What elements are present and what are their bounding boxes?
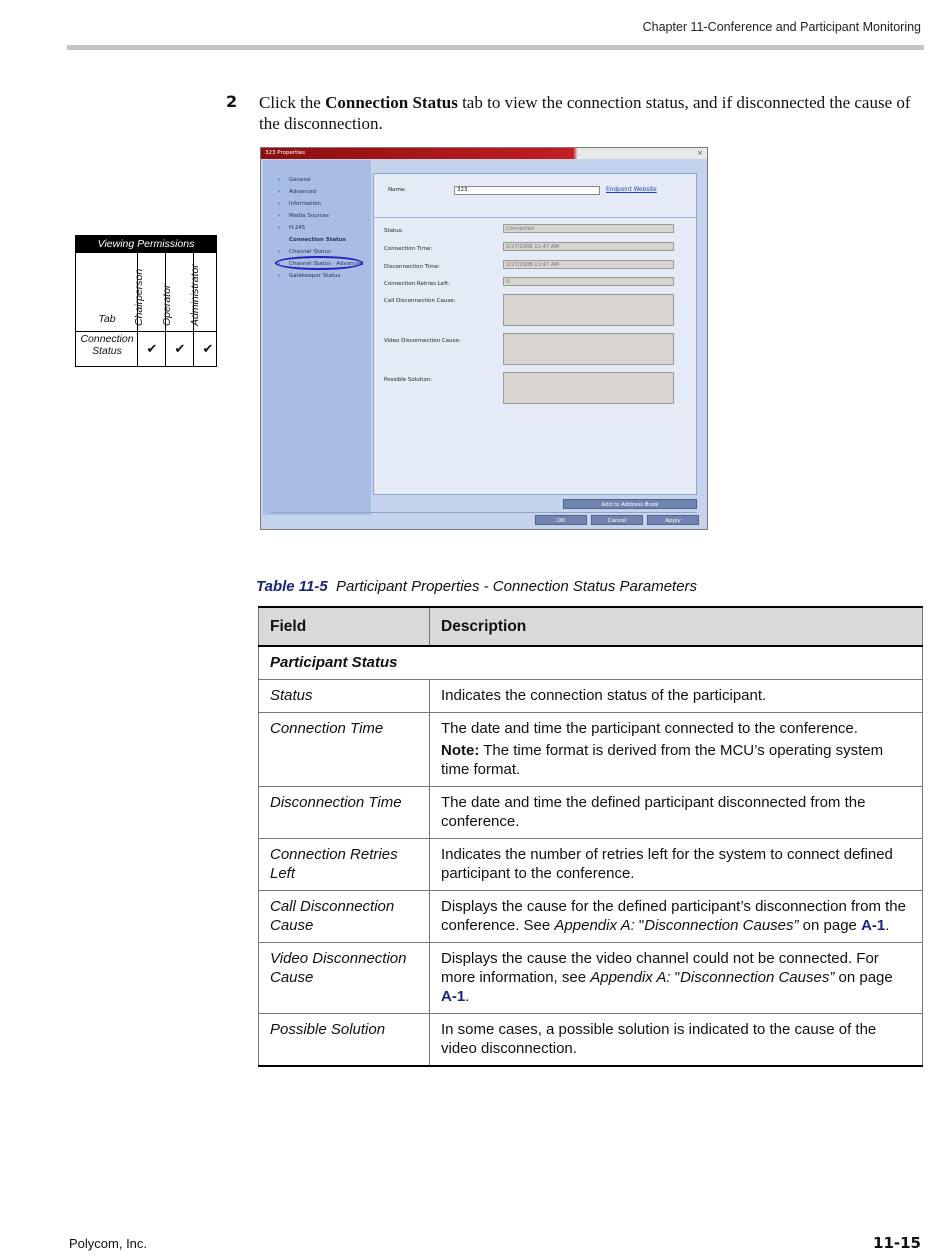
connection-time-field: 2/27/2008 11:47 AM xyxy=(503,242,674,251)
disconnection-time-field: 2/27/2008 11:47 AM xyxy=(503,260,674,269)
page-reference-link[interactable]: A-1 xyxy=(861,917,886,934)
video-cause-field xyxy=(503,333,674,365)
header-rule xyxy=(67,45,924,50)
nav-item-information[interactable]: › Information xyxy=(275,198,364,210)
table-row xyxy=(259,1014,923,1067)
field-name: Call Disconnection Cause xyxy=(259,891,430,943)
nav-item-channel-status-advanced[interactable]: › Channel Status - Advanced xyxy=(275,258,364,270)
cancel-button[interactable]: Cancel xyxy=(591,515,643,525)
page-reference-link[interactable]: A-1 xyxy=(441,988,466,1005)
solution-field xyxy=(503,372,674,404)
table-row xyxy=(259,787,923,839)
name-label: Name: xyxy=(388,187,407,193)
apply-button[interactable]: Apply xyxy=(647,515,699,525)
add-to-address-book-button[interactable]: Add to Address Book xyxy=(563,499,697,509)
highlight-ellipse xyxy=(275,256,363,270)
table-header-row xyxy=(259,607,923,646)
chevron-right-icon: › xyxy=(278,201,281,207)
nav-item-gatekeeper-status[interactable]: › Gatekeeper Status xyxy=(275,270,364,282)
field-description: The date and time the participant connected to the conference. Note: The time format is derived from the MCU’s operating system time format. xyxy=(430,713,923,787)
chevron-right-icon: › xyxy=(278,261,281,267)
call-cause-field xyxy=(503,294,674,326)
nav-item-h245[interactable]: › H.245 xyxy=(275,222,364,234)
permissions-title: Viewing Permissions xyxy=(76,236,216,253)
status-label: Status: xyxy=(384,228,404,234)
nav-item-general[interactable]: › General xyxy=(275,174,364,186)
table-section-row xyxy=(259,646,923,680)
check-icon: ✔ xyxy=(174,341,186,356)
table-row xyxy=(259,713,923,787)
field-name: Disconnection Time xyxy=(259,787,430,839)
running-head: Chapter 11-Conference and Participant Monitoring xyxy=(642,20,921,34)
check-icon: ✔ xyxy=(202,341,214,356)
field-name: Possible Solution xyxy=(259,1014,430,1067)
step-bold-term: Connection Status xyxy=(325,93,458,112)
nav-item-connection-status[interactable]: Connection Status xyxy=(289,237,346,243)
status-field: Connected xyxy=(503,224,674,233)
dialog-nav xyxy=(275,174,364,282)
close-icon[interactable]: × xyxy=(697,149,703,157)
role-administrator: Administrator xyxy=(189,264,201,326)
retries-field: 0 xyxy=(503,277,674,286)
endpoint-website-link[interactable]: Endpoint Website xyxy=(606,187,657,193)
footer-company: Polycom, Inc. xyxy=(69,1236,148,1251)
dialog-titlebar: 323 Properties × xyxy=(261,148,707,159)
nav-item-advanced[interactable]: › Advanced xyxy=(275,186,364,198)
chevron-right-icon: › xyxy=(278,177,281,183)
table-row xyxy=(259,891,923,943)
solution-label: Possible Solution: xyxy=(384,377,433,383)
note-label: Note: xyxy=(441,742,480,759)
parameters-table xyxy=(258,606,923,1067)
chevron-right-icon: › xyxy=(278,189,281,195)
call-cause-label: Call Disconnection Cause: xyxy=(384,298,456,304)
field-description: Displays the cause for the defined participant’s disconnection from the conference. See Appendix A: "Disconnection Causes” on page A-1. xyxy=(430,891,923,943)
field-description: Displays the cause the video channel could not be connected. For more information, see Appendix A: "Disconnection Causes” on page A-1. xyxy=(430,943,923,1014)
section-title: Participant Status xyxy=(259,646,923,680)
field-name: Video Disconnection Cause xyxy=(259,943,430,1014)
connection-status-panel xyxy=(373,173,697,495)
field-description: In some cases, a possible solution is indicated to the cause of the video disconnection. xyxy=(430,1014,923,1067)
tab-header: Tab xyxy=(98,313,116,325)
retries-label: Connection Retries Left: xyxy=(384,281,450,287)
disconnection-time-label: Disconnection Time: xyxy=(384,264,440,270)
role-operator: Operator xyxy=(161,284,173,326)
role-chairperson: Chairperson xyxy=(133,268,145,326)
nav-item-channel-status[interactable]: › Channel Status xyxy=(275,246,364,258)
chevron-right-icon: › xyxy=(278,273,281,279)
table-row xyxy=(259,839,923,891)
ok-button[interactable]: OK xyxy=(535,515,587,525)
chevron-right-icon: › xyxy=(278,213,281,219)
table-row xyxy=(259,943,923,1014)
name-input[interactable]: 323 xyxy=(454,186,600,195)
chevron-right-icon: › xyxy=(278,249,281,255)
page-number: 11-15 xyxy=(873,1234,921,1252)
column-header-description: Description xyxy=(430,607,923,646)
column-header-field: Field xyxy=(259,607,430,646)
table-caption: Table 11-5 Participant Properties - Connection Status Parameters xyxy=(256,578,698,595)
nav-item-media-sources[interactable]: › Media Sources xyxy=(275,210,364,222)
field-name: Connection Time xyxy=(259,713,430,787)
field-description: The date and time the defined participant disconnected from the conference. xyxy=(430,787,923,839)
field-name: Connection Retries Left xyxy=(259,839,430,891)
field-description: Indicates the connection status of the participant. xyxy=(430,680,923,713)
step-number: 2 xyxy=(226,92,238,111)
chevron-right-icon: › xyxy=(278,225,281,231)
field-name: Status xyxy=(259,680,430,713)
viewing-permissions-box xyxy=(75,235,217,367)
permission-row-label: Connection Status xyxy=(80,333,134,357)
video-cause-label: Video Disconnection Cause: xyxy=(384,338,461,344)
check-icon: ✔ xyxy=(146,341,158,356)
step-text: Click the Connection Status tab to view the connection status, and if disconnected the cause of the disconnection. xyxy=(259,93,911,133)
table-row xyxy=(259,680,923,713)
connection-time-label: Connection Time: xyxy=(384,246,433,252)
properties-dialog xyxy=(260,147,708,530)
field-description: Indicates the number of retries left for the system to connect defined participant to the conference. xyxy=(430,839,923,891)
